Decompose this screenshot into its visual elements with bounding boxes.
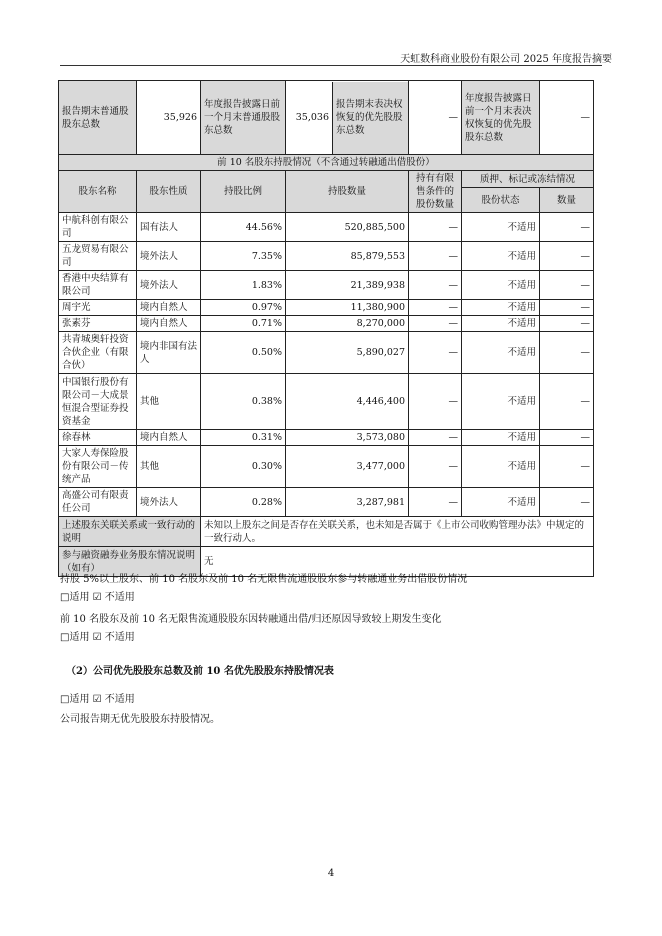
holder-ratio: 0.97% (201, 300, 286, 316)
holder-name: 高盛公司有限责任公司 (59, 488, 137, 517)
holder-ratio: 0.28% (201, 488, 286, 517)
relation-row (59, 517, 594, 547)
holder-ratio: 0.50% (201, 332, 286, 374)
table-row (59, 446, 594, 488)
holder-name: 共青城奥轩投资合伙企业（有限合伙） (59, 332, 137, 374)
common-holders-prev-value: 35,036 (295, 112, 329, 123)
col-header-ratio: 持股比例 (201, 171, 286, 213)
holder-count: — (540, 446, 594, 488)
holder-quantity: 3,573,080 (286, 430, 409, 446)
holder-nature: 境内自然人 (137, 316, 201, 332)
col-header-status: 股份状态 (462, 188, 540, 213)
table-row (59, 213, 594, 242)
holder-quantity: 4,446,400 (286, 374, 409, 430)
shareholder-table (58, 80, 594, 577)
holder-name: 徐春林 (59, 430, 137, 446)
page-header-title: 天虹数科商业股份有限公司 2025 年度报告摘要 (400, 54, 612, 65)
top10-section-title: 前 10 名股东持股情况（不含通过转融通出借股份） (59, 155, 594, 171)
section-title-row (59, 155, 594, 171)
holder-ratio: 44.56% (201, 213, 286, 242)
col-header-count: 数量 (540, 188, 594, 213)
checkbox-line-3: □适用 ☑ 不适用 (60, 694, 135, 705)
holder-nature: 其他 (137, 446, 201, 488)
holder-quantity: 11,380,900 (286, 300, 409, 316)
table-row (59, 316, 594, 332)
pref-none-text: 公司报告期无优先股股东持股情况。 (60, 714, 220, 725)
page-number: 4 (327, 868, 335, 879)
table-row (59, 271, 594, 300)
checkbox-line-2: □适用 ☑ 不适用 (60, 632, 135, 643)
pref-holders-label: 报告期末表决权恢复的优先股股东总数 (332, 82, 408, 154)
holder-ratio: 7.35% (201, 242, 286, 271)
margin-label: 参与融资融券业务股东情况说明（如有） (59, 547, 201, 577)
summary-row (59, 81, 594, 155)
holder-ratio: 1.83% (201, 271, 286, 300)
col-header-quantity: 持股数量 (286, 171, 409, 213)
holder-name: 张素芬 (59, 316, 137, 332)
header-row-1 (59, 171, 594, 188)
pref-holders-value: — (409, 81, 462, 155)
relation-text: 未知以上股东之间是否存在关联关系，也未知是否属于《上市公司收购管理办法》中规定的一致行动人。 (201, 517, 594, 547)
holder-count: — (540, 374, 594, 430)
col-header-nature: 股东性质 (137, 171, 201, 213)
holder-quantity: 3,287,981 (286, 488, 409, 517)
common-holders-value: 35,926 (137, 81, 201, 155)
holder-nature: 境内自然人 (137, 300, 201, 316)
holder-name: 大家人寿保险股份有限公司－传统产品 (59, 446, 137, 488)
table-row (59, 242, 594, 271)
pref-holders-prev-label: 年度报告披露日前一个月末表决权恢复的优先股股东总数 (462, 81, 540, 155)
holder-status: 不适用 (462, 316, 540, 332)
holder-name: 五龙贸易有限公司 (59, 242, 137, 271)
common-holders-label: 报告期末普通股股东总数 (59, 81, 137, 155)
holder-nature: 境外法人 (137, 242, 201, 271)
table-row (59, 488, 594, 517)
holder-restricted: — (409, 430, 462, 446)
holder-nature: 其他 (137, 374, 201, 430)
holder-status: 不适用 (462, 430, 540, 446)
holder-name: 香港中央结算有限公司 (59, 271, 137, 300)
holder-count: — (540, 316, 594, 332)
holder-quantity: 3,477,000 (286, 446, 409, 488)
holder-restricted: — (409, 446, 462, 488)
table-row (59, 430, 594, 446)
holder-restricted: — (409, 242, 462, 271)
holder-ratio: 0.31% (201, 430, 286, 446)
holder-count: — (540, 300, 594, 316)
holder-quantity: 520,885,500 (286, 213, 409, 242)
margin-text: 无 (201, 547, 594, 577)
holder-count: — (540, 430, 594, 446)
holder-nature: 境外法人 (137, 488, 201, 517)
holder-status: 不适用 (462, 300, 540, 316)
holder-restricted: — (409, 271, 462, 300)
checkbox-line-1: □适用 ☑ 不适用 (60, 592, 135, 603)
holder-quantity: 5,890,027 (286, 332, 409, 374)
holder-status: 不适用 (462, 213, 540, 242)
holder-status: 不适用 (462, 374, 540, 430)
holder-status: 不适用 (462, 332, 540, 374)
change-title: 前 10 名股东及前 10 名无限售流通股股东因转融通出借/归还原因导致较上期发生变化 (60, 614, 442, 625)
relation-label: 上述股东关联关系或一致行动的说明 (59, 517, 201, 547)
header-divider (60, 65, 602, 66)
common-holders-prev-label: 年度报告披露日前一个月末普通股股东总数 (201, 81, 286, 155)
holder-count: — (540, 488, 594, 517)
holder-restricted: — (409, 332, 462, 374)
holder-status: 不适用 (462, 242, 540, 271)
holder-status: 不适用 (462, 446, 540, 488)
table-row (59, 374, 594, 430)
holder-quantity: 85,879,553 (286, 242, 409, 271)
holder-name: 中国银行股份有限公司－大成景恒混合型证券投资基金 (59, 374, 137, 430)
holder-restricted: — (409, 374, 462, 430)
holder-nature: 境内非国有法人 (137, 332, 201, 374)
table-row (59, 332, 594, 374)
holder-restricted: — (409, 300, 462, 316)
holder-restricted: — (409, 316, 462, 332)
holder-count: — (540, 271, 594, 300)
holder-quantity: 21,389,938 (286, 271, 409, 300)
holder-ratio: 0.30% (201, 446, 286, 488)
holder-name: 周宇光 (59, 300, 137, 316)
holder-quantity: 8,270,000 (286, 316, 409, 332)
holder-nature: 境内自然人 (137, 430, 201, 446)
pref-holders-prev-value: — (540, 81, 594, 155)
holder-ratio: 0.38% (201, 374, 286, 430)
table-row (59, 300, 594, 316)
holder-nature: 国有法人 (137, 213, 201, 242)
summary-split-cell (286, 81, 409, 155)
holder-restricted: — (409, 488, 462, 517)
lending-title: 持股 5%以上股东、前 10 名股东及前 10 名无限售流通股股东参与转融通业务出借股份情况 (60, 574, 468, 585)
col-header-name: 股东名称 (59, 171, 137, 213)
holder-name: 中航科创有限公司 (59, 213, 137, 242)
holder-count: — (540, 242, 594, 271)
col-header-restricted: 持有有限售条件的股份数量 (409, 171, 462, 213)
pref-section-title: （2）公司优先股股东总数及前 10 名优先股股东持股情况表 (66, 666, 334, 677)
holder-nature: 境外法人 (137, 271, 201, 300)
holder-count: — (540, 213, 594, 242)
holder-status: 不适用 (462, 488, 540, 517)
holder-count: — (540, 332, 594, 374)
holder-restricted: — (409, 213, 462, 242)
col-header-pledge: 质押、标记或冻结情况 (462, 171, 594, 188)
holder-status: 不适用 (462, 271, 540, 300)
holder-ratio: 0.71% (201, 316, 286, 332)
